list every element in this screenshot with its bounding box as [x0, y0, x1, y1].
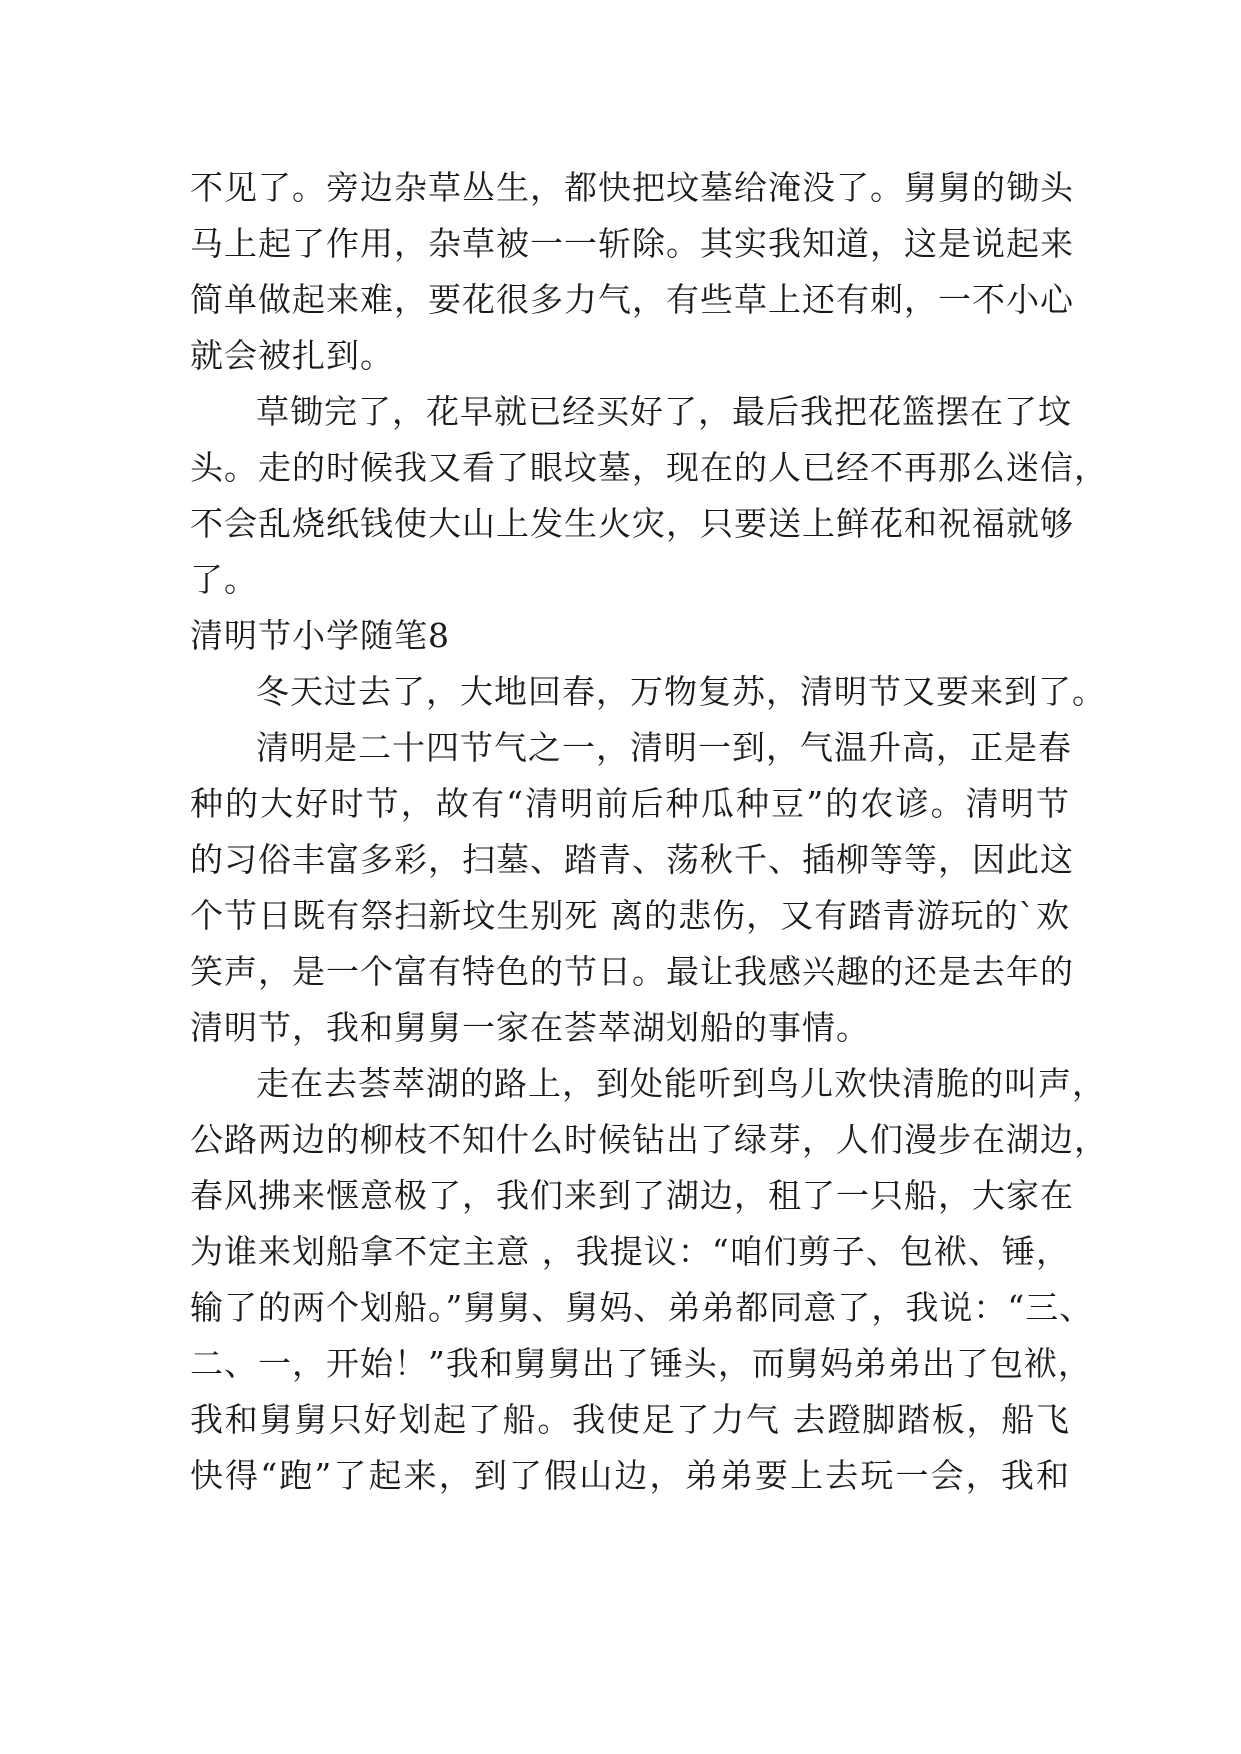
- paragraph: [190, 384, 1108, 608]
- text-line: 马上起了作用，杂草被一一斩除。其实我知道，这是说起来: [190, 224, 1074, 263]
- text-line: 的习俗丰富多彩，扫墓、踏青、荡秋千、插柳等等，因此这: [190, 840, 1074, 879]
- text-line: 走在去荟萃湖的路上，到处能听到鸟儿欢快清脆的叫声，: [256, 1064, 1106, 1103]
- paragraph: [190, 720, 1074, 1056]
- paragraph: [190, 664, 1106, 720]
- text-line: 公路两边的柳枝不知什么时候钻出了绿芽，人们漫步在湖边，: [190, 1120, 1108, 1159]
- text-line: 种的大好时节，故有“清明前后种瓜种豆”的农谚。清明节: [190, 784, 1070, 823]
- text-line: 二、一，开始！”我和舅舅出了锤头，而舅妈弟弟出了包袱，: [190, 1344, 1092, 1383]
- text-line: 了。: [190, 560, 258, 599]
- paragraph: [190, 1056, 1108, 1504]
- text-line: 不会乱烧纸钱使大山上发生火灾，只要送上鲜花和祝福就够: [190, 504, 1074, 543]
- text-line: 个节日既有祭扫新坟生别死 离的悲伤，又有踏青游玩的`欢: [190, 896, 1070, 935]
- section-heading: 清明节小学随笔8: [190, 616, 450, 655]
- paragraph-continued: [190, 160, 1074, 384]
- document-body: [190, 160, 1108, 1504]
- text-line: 输了的两个划船。”舅舅、舅妈、弟弟都同意了，我说：“三、: [190, 1288, 1094, 1327]
- text-line: 为谁来划船拿不定主意 ，我提议：“咱们剪子、包袱、锤，: [190, 1232, 1070, 1271]
- text-line: 我和舅舅只好划起了船。我使足了力气 去蹬脚踏板，船飞: [190, 1400, 1070, 1439]
- text-line: 草锄完了，花早就已经买好了，最后我把花篮摆在了坟: [256, 392, 1072, 431]
- text-line: 快得“跑”了起来，到了假山边，弟弟要上去玩一会，我和: [190, 1456, 1070, 1495]
- text-line: 冬天过去了，大地回春，万物复苏，清明节又要来到了。: [256, 672, 1106, 711]
- text-line: 春风拂来惬意极了，我们来到了湖边，租了一只船，大家在: [190, 1176, 1074, 1215]
- text-line: 就会被扎到。: [190, 336, 394, 375]
- text-line: 清明节，我和舅舅一家在荟萃湖划船的事情。: [190, 1008, 870, 1047]
- text-line: 简单做起来难，要花很多力气，有些草上还有刺，一不小心: [190, 280, 1074, 319]
- text-line: 笑声，是一个富有特色的节日。最让我感兴趣的还是去年的: [190, 952, 1074, 991]
- text-line: 头。走的时候我又看了眼坟墓，现在的人已经不再那么迷信，: [190, 448, 1108, 487]
- text-line: 清明是二十四节气之一，清明一到，气温升高，正是春: [256, 728, 1072, 767]
- text-line: 不见了。旁边杂草丛生，都快把坟墓给淹没了。舅舅的锄头: [190, 168, 1074, 207]
